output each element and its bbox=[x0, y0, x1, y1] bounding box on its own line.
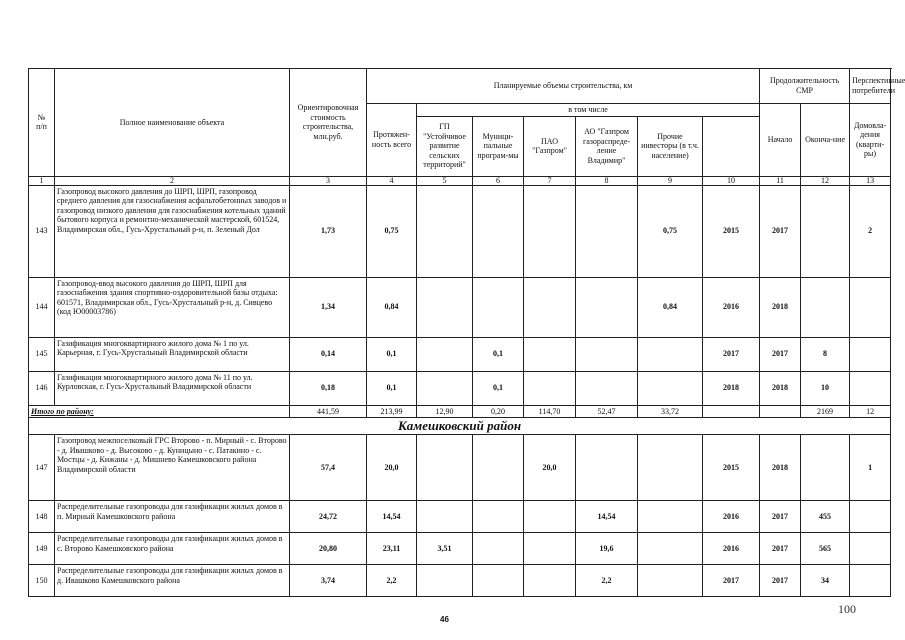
cell-start: 2017 bbox=[703, 337, 760, 371]
cell-other bbox=[638, 371, 703, 405]
cell-len: 0,1 bbox=[367, 337, 417, 371]
cell-pao bbox=[524, 371, 576, 405]
cell-n: 148 bbox=[29, 501, 55, 533]
cell-houses bbox=[801, 435, 850, 501]
total-boilers: 12 bbox=[850, 405, 891, 418]
header-other: Прочие инвесторы (в т.ч. население) bbox=[638, 116, 703, 176]
cell-muni bbox=[473, 435, 524, 501]
cell-n: 150 bbox=[29, 565, 55, 597]
cell-houses: 455 bbox=[801, 501, 850, 533]
column-number: 11 bbox=[760, 176, 801, 185]
cell-ao: 2,2 bbox=[576, 565, 638, 597]
cell-pao bbox=[524, 533, 576, 565]
cell-cost: 3,74 bbox=[290, 565, 367, 597]
column-number: 10 bbox=[703, 176, 760, 185]
column-number: 3 bbox=[290, 176, 367, 185]
total-other: 33,72 bbox=[638, 405, 703, 418]
cell-len: 23,11 bbox=[367, 533, 417, 565]
cell-end: 2017 bbox=[760, 533, 801, 565]
cell-start: 2015 bbox=[703, 185, 760, 277]
cell-n: 145 bbox=[29, 337, 55, 371]
header-pao: ПАО "Газпром" bbox=[524, 116, 576, 176]
cell-cost: 0,14 bbox=[290, 337, 367, 371]
cell-boilers bbox=[850, 371, 891, 405]
cell-gp bbox=[417, 435, 473, 501]
cell-cost: 1,34 bbox=[290, 277, 367, 337]
cell-len: 0,1 bbox=[367, 371, 417, 405]
cell-cost: 20,80 bbox=[290, 533, 367, 565]
cell-end: 2017 bbox=[760, 337, 801, 371]
cell-ao bbox=[576, 371, 638, 405]
cell-ao bbox=[576, 435, 638, 501]
header-length: Протяжен-ность всего bbox=[367, 104, 417, 177]
cell-start: 2016 bbox=[703, 501, 760, 533]
cell-start: 2015 bbox=[703, 435, 760, 501]
cell-muni bbox=[473, 501, 524, 533]
header-ao: АО "Газпром газораспреде-ление Владимир" bbox=[576, 116, 638, 176]
cell-boilers: 1 bbox=[850, 435, 891, 501]
cell-pao: 20,0 bbox=[524, 435, 576, 501]
cell-boilers bbox=[850, 501, 891, 533]
total-row bbox=[29, 405, 891, 418]
header-incl: в том числе bbox=[417, 104, 760, 117]
cell-boilers bbox=[850, 277, 891, 337]
cell-boilers bbox=[850, 565, 891, 597]
cell-n: 143 bbox=[29, 185, 55, 277]
cell-houses: 34 bbox=[801, 565, 850, 597]
cell-n: 147 bbox=[29, 435, 55, 501]
total-end bbox=[760, 405, 801, 418]
cell-gp bbox=[417, 185, 473, 277]
header-planned: Планируемые объемы строительства, км bbox=[367, 69, 760, 104]
cell-pao bbox=[524, 277, 576, 337]
cell-muni bbox=[473, 277, 524, 337]
cell-end: 2017 bbox=[760, 501, 801, 533]
table-row bbox=[29, 435, 891, 501]
cell-end: 2018 bbox=[760, 371, 801, 405]
cell-name: Распределительные газопроводы для газификации жилых домов в с. Второво Камешковского района bbox=[55, 533, 290, 565]
cell-other bbox=[638, 435, 703, 501]
header-start: Начало bbox=[760, 104, 801, 177]
total-muni: 0,20 bbox=[473, 405, 524, 418]
column-number: 5 bbox=[417, 176, 473, 185]
header-houses: Домовла-дения (кварти-ры) bbox=[850, 104, 891, 177]
cell-ao: 14,54 bbox=[576, 501, 638, 533]
cell-boilers bbox=[850, 533, 891, 565]
cell-houses bbox=[801, 277, 850, 337]
table-row bbox=[29, 337, 891, 371]
cell-name: Газификация многоквартирного жилого дома № 1 по ул. Карьерная, г. Гусь-Хрустальный Владимирской области bbox=[55, 337, 290, 371]
cell-boilers: 2 bbox=[850, 185, 891, 277]
cell-gp: 3,51 bbox=[417, 533, 473, 565]
table-row bbox=[29, 533, 891, 565]
district-heading: Камешковский район bbox=[29, 418, 891, 435]
header-name: Полное наименование объекта bbox=[55, 69, 290, 177]
total-cost: 441,59 bbox=[290, 405, 367, 418]
column-number: 6 bbox=[473, 176, 524, 185]
cell-len: 0,75 bbox=[367, 185, 417, 277]
cell-start: 2016 bbox=[703, 533, 760, 565]
cell-end: 2017 bbox=[760, 565, 801, 597]
column-number: 12 bbox=[801, 176, 850, 185]
cell-name: Газопровод высокого давления до ШРП, ШРП, газопровод среднего давления для газоснабжения асфальтобетонных заводов и газопровод низкого давления для газоснабжения котельных зданий бытового корпуса и ремонтно-механической мастерской, 601524, Владимирская обл., Гусь-Хрустальный р-н, п. Зеленый Дол bbox=[55, 185, 290, 277]
cell-gp bbox=[417, 565, 473, 597]
cell-len: 20,0 bbox=[367, 435, 417, 501]
column-number: 13 bbox=[850, 176, 891, 185]
table-row bbox=[29, 501, 891, 533]
cell-pao bbox=[524, 501, 576, 533]
cell-n: 144 bbox=[29, 277, 55, 337]
column-number: 4 bbox=[367, 176, 417, 185]
column-numbers-row bbox=[29, 176, 891, 185]
total-label: Итого по району: bbox=[29, 405, 290, 418]
header-gp: ГП "Устойчивое развитие сельских территорий" bbox=[417, 116, 473, 176]
cell-cost: 57,4 bbox=[290, 435, 367, 501]
column-number: 9 bbox=[638, 176, 703, 185]
cell-start: 2018 bbox=[703, 371, 760, 405]
cell-muni bbox=[473, 185, 524, 277]
total-houses: 2169 bbox=[801, 405, 850, 418]
table-row bbox=[29, 277, 891, 337]
cell-other bbox=[638, 533, 703, 565]
header-cost: Ориентировочная стоимость строительства, млн.руб. bbox=[290, 69, 367, 177]
total-len: 213,99 bbox=[367, 405, 417, 418]
page-number: 46 bbox=[440, 615, 449, 624]
gas-pipeline-table bbox=[28, 68, 905, 597]
cell-name: Распределительные газопроводы для газификации жилых домов в д. Ивашково Камешковского района bbox=[55, 565, 290, 597]
cell-other: 0,84 bbox=[638, 277, 703, 337]
table-row bbox=[29, 185, 891, 277]
cell-start: 2016 bbox=[703, 277, 760, 337]
cell-pao bbox=[524, 185, 576, 277]
cell-other bbox=[638, 337, 703, 371]
cell-gp bbox=[417, 337, 473, 371]
cell-end: 2018 bbox=[760, 435, 801, 501]
column-number: 2 bbox=[55, 176, 290, 185]
cell-houses: 8 bbox=[801, 337, 850, 371]
cell-name: Газификация многоквартирного жилого дома № 11 по ул. Курловская, г. Гусь-Хрустальный Владимирской области bbox=[55, 371, 290, 405]
header-muni: Муници-пальные програм-мы bbox=[473, 116, 524, 176]
cell-name: Газопровод межпоселковый ГРС Второво - п. Мирный - с. Второво - д. Ивашково - д. Высоково - д. Куницыно - с. Патакино - с. Мостцы - д. Кижаны - д. Мишнево Камешковского района Владимирской области bbox=[55, 435, 290, 501]
header-end: Оконча-ние bbox=[801, 104, 850, 177]
cell-len: 0,84 bbox=[367, 277, 417, 337]
cell-len: 14,54 bbox=[367, 501, 417, 533]
cell-gp bbox=[417, 371, 473, 405]
total-pao: 114,70 bbox=[524, 405, 576, 418]
cell-cost: 24,72 bbox=[290, 501, 367, 533]
header-num: № п/п bbox=[29, 69, 55, 177]
cell-name: Распределительные газопроводы для газификации жилых домов в п. Мирный Камешковского района bbox=[55, 501, 290, 533]
cell-muni bbox=[473, 565, 524, 597]
column-number: 1 bbox=[29, 176, 55, 185]
cell-houses: 10 bbox=[801, 371, 850, 405]
cell-n: 146 bbox=[29, 371, 55, 405]
cell-gp bbox=[417, 501, 473, 533]
header-prospect: Перспективные потребители bbox=[850, 69, 891, 104]
column-number: 7 bbox=[524, 176, 576, 185]
cell-muni: 0,1 bbox=[473, 371, 524, 405]
cell-houses: 565 bbox=[801, 533, 850, 565]
cell-gp bbox=[417, 277, 473, 337]
cell-len: 2,2 bbox=[367, 565, 417, 597]
cell-houses bbox=[801, 185, 850, 277]
handwritten-stamp: 100 bbox=[838, 602, 856, 616]
cell-other bbox=[638, 501, 703, 533]
cell-other: 0,75 bbox=[638, 185, 703, 277]
cell-ao bbox=[576, 337, 638, 371]
cell-muni: 0,1 bbox=[473, 337, 524, 371]
cell-n: 149 bbox=[29, 533, 55, 565]
cell-start: 2017 bbox=[703, 565, 760, 597]
cell-cost: 0,18 bbox=[290, 371, 367, 405]
cell-boilers bbox=[850, 337, 891, 371]
table-row bbox=[29, 371, 891, 405]
cell-end: 2017 bbox=[760, 185, 801, 277]
cell-ao bbox=[576, 277, 638, 337]
total-ao: 52,47 bbox=[576, 405, 638, 418]
cell-ao: 19,6 bbox=[576, 533, 638, 565]
column-number: 8 bbox=[576, 176, 638, 185]
cell-cost: 1,73 bbox=[290, 185, 367, 277]
cell-pao bbox=[524, 565, 576, 597]
cell-name: Газопровод-ввод высокого давления до ШРП, ШРП для газоснабжения здания спортивно-оздоровительной базы отдыха: 601571, Владимирская обл., Гусь-Хрустальный р-н, д. Сивцево (код Ю00003786) bbox=[55, 277, 290, 337]
cell-muni bbox=[473, 533, 524, 565]
cell-other bbox=[638, 565, 703, 597]
header-duration: Продолжительность СМР bbox=[760, 69, 850, 104]
cell-pao bbox=[524, 337, 576, 371]
total-gp: 12,90 bbox=[417, 405, 473, 418]
table-row bbox=[29, 565, 891, 597]
cell-ao bbox=[576, 185, 638, 277]
total-start bbox=[703, 405, 760, 418]
cell-end: 2018 bbox=[760, 277, 801, 337]
